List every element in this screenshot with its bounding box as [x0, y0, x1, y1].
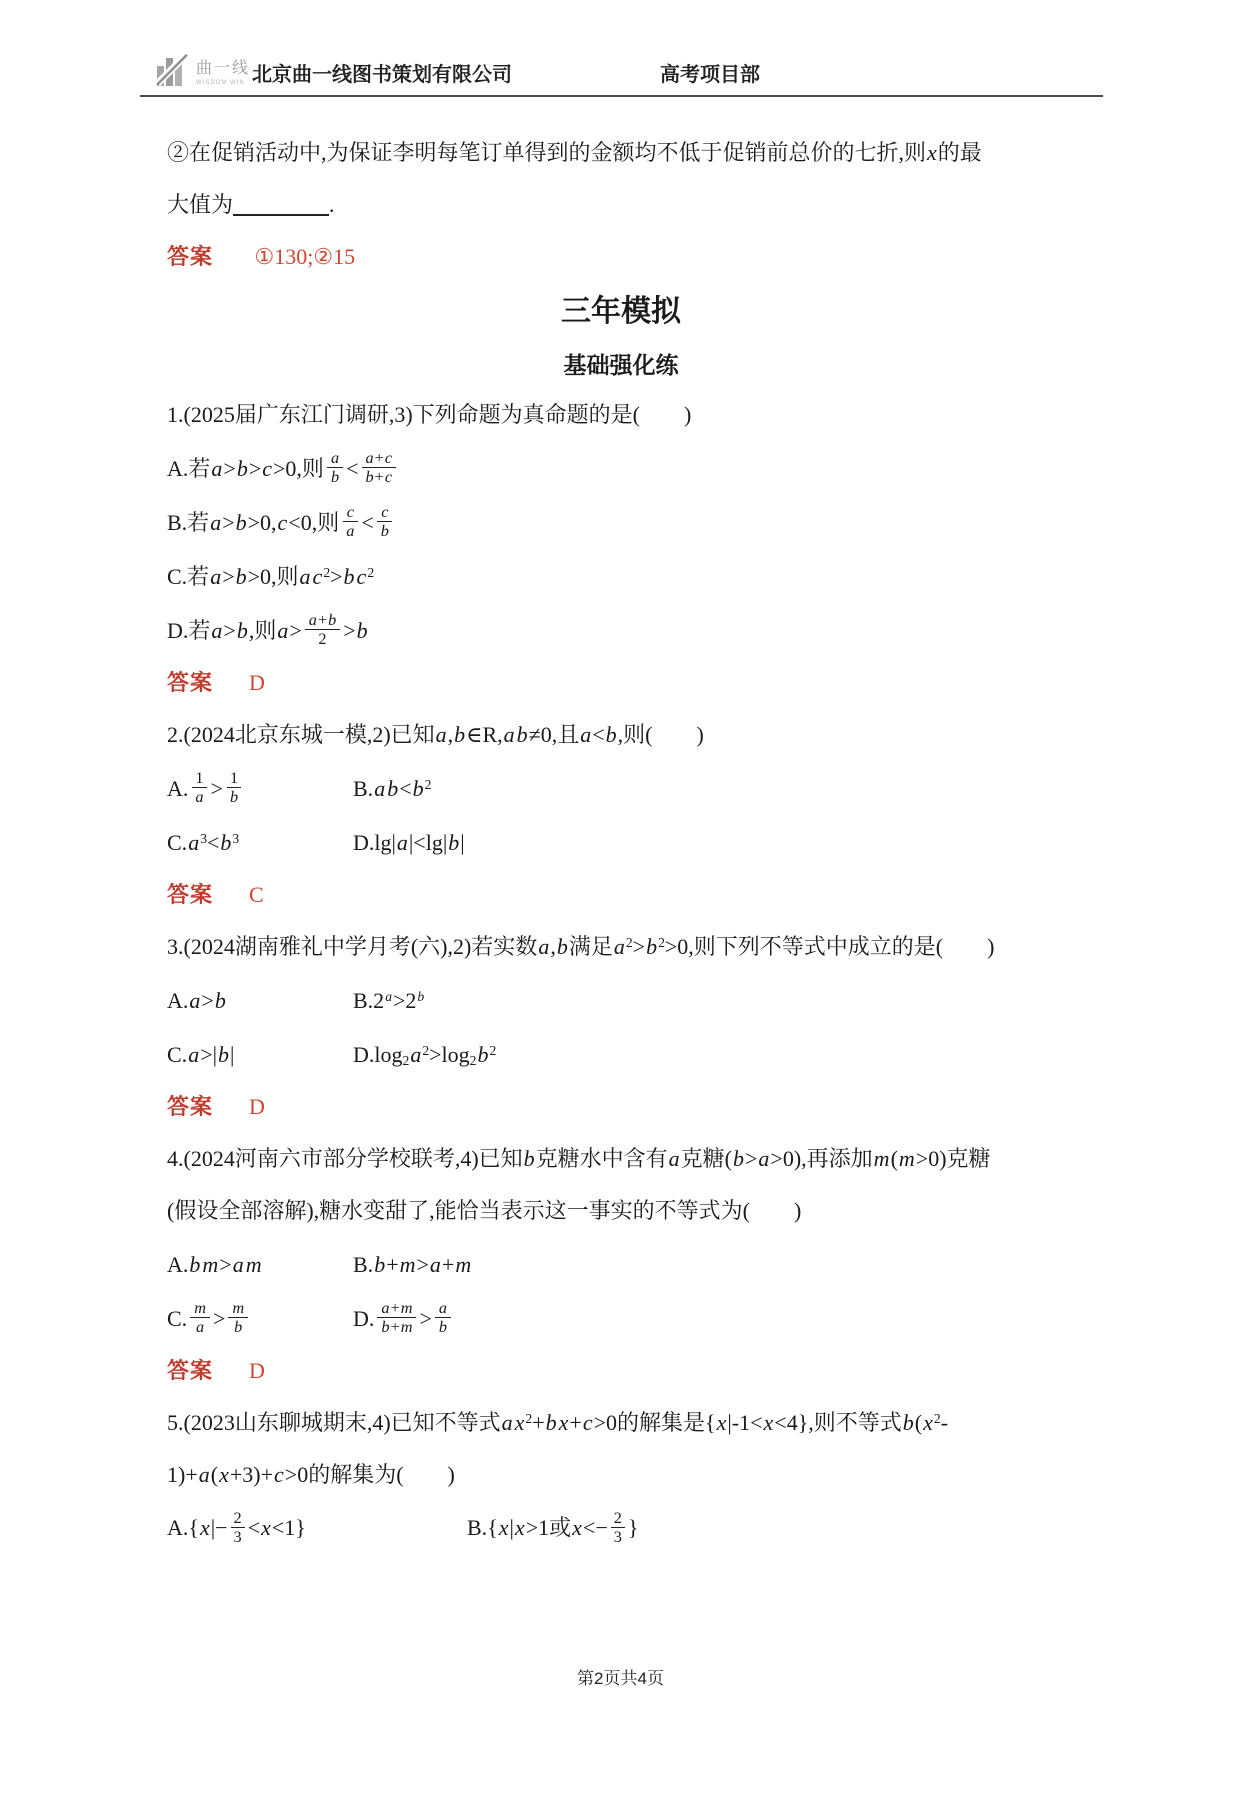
- option: D.若a>b,则a> $\frac{a+b}{2}$ >b: [167, 610, 368, 649]
- department-name: 高考项目部: [660, 64, 761, 86]
- section-subtitle: 基础强化练: [563, 352, 679, 378]
- logo-subtext: WISDOM WIN: [196, 80, 245, 86]
- question-q3: [167, 921, 1075, 1133]
- question-stem-line-1: 5.(2023山东聊城期末,4)已知不等式$ax^2+bx+c>0$的解集是{x|-1<x<4},则不等式$b(x^2-$: [167, 1409, 949, 1435]
- option: A.若a>b>c>0,则 $\frac{a}{b}$ < $\frac{a+c}{b+c}$: [167, 443, 409, 495]
- option-row: [167, 603, 1075, 657]
- option-row: [167, 1027, 1075, 1081]
- logo-icon: [154, 52, 190, 88]
- logo-text-block: [196, 61, 250, 88]
- document-body: [167, 127, 1075, 1554]
- question-q4: [167, 1133, 1075, 1397]
- question-stem-line-1: 3.(2024湖南雅礼中学月考(六),2)若实数a,b满足$a^2>b^2>0$,则下列不等式中成立的是( ): [167, 933, 995, 959]
- option: A. $\frac{1}{a}$ > $\frac{1}{b}$: [167, 763, 353, 815]
- intro-line-2: 大值为 .: [167, 192, 335, 217]
- answer-value: ①130;②15: [254, 244, 356, 269]
- option-row: [167, 1291, 1075, 1345]
- option: A.a>b: [167, 987, 226, 1013]
- answer-row: [167, 657, 1075, 709]
- question-stem-line-1: 4.(2024河南六市部分学校联考,4)已知b克糖水中含有a克糖(b>a>0),再添加m(m>0)克糖: [167, 1145, 991, 1171]
- question-stem-line-2: (假设全部溶解),糖水变甜了,能恰当表示这一事实的不等式为( ): [167, 1197, 802, 1223]
- option: D. $\frac{a+m}{b+m}$ > $\frac{a}{b}$: [353, 1293, 539, 1345]
- option-row: [167, 1501, 1075, 1555]
- questions: [167, 389, 1075, 1554]
- section-title: 三年模拟: [561, 295, 681, 328]
- question-q1: [167, 389, 1075, 709]
- option: C.a>|b|: [167, 1041, 235, 1067]
- answer-label: 答案: [167, 1093, 214, 1119]
- option: A.bm>am: [167, 1251, 262, 1277]
- answer-value: C: [249, 881, 264, 907]
- page-number: 第2页共4页: [577, 1669, 664, 1688]
- answer-row: [167, 1081, 1075, 1133]
- question-stem-line-1: 1.(2025届广东江门调研,3)下列命题为真命题的是( ): [167, 402, 692, 427]
- option-row: [167, 441, 1075, 495]
- option: $B.ab<b^2$: [353, 775, 432, 801]
- page-header: [140, 52, 1103, 97]
- answer-value: D: [249, 1093, 265, 1119]
- option-row: [167, 815, 1075, 869]
- answer-label: 答案: [167, 669, 214, 695]
- option-row: [167, 495, 1075, 549]
- company-name: 北京曲一线图书策划有限公司: [252, 64, 513, 86]
- question-stem-line-1: 2.(2024北京东城一模,2)已知a,b∈R,ab≠0,且a<b,则( ): [167, 721, 704, 747]
- question-q5: [167, 1397, 1075, 1555]
- logo-text: 曲一线: [196, 60, 251, 77]
- intro-line-1: ②在促销活动中,为保证李明每笔订单得到的金额均不低于促销前总价的七折,则x的最: [167, 140, 982, 165]
- answer-value: D: [249, 669, 265, 695]
- question-q2: [167, 709, 1075, 921]
- option: B.{x|x>1或x<− $\frac{2}{3}$ }: [467, 1507, 639, 1546]
- answer-label: 答案: [167, 881, 214, 907]
- option-row: [167, 1237, 1075, 1291]
- answer-label: 答案: [167, 1357, 214, 1383]
- option: B.若a>b>0,c<0,则 $\frac{c}{a}$ < $\frac{c}{b}$: [167, 497, 406, 549]
- question-stem-line-2: 1)+a(x+3)+c>0的解集为( ): [167, 1461, 455, 1487]
- option: D.lg|a|<lg|b|: [353, 829, 465, 855]
- option: C.若a>b>0,则$ac^2>bc^2$: [167, 563, 375, 589]
- option: $D.\log_2a^2>\log_2b^2$: [353, 1041, 497, 1068]
- option: C. $\frac{m}{a}$ > $\frac{m}{b}$: [167, 1293, 353, 1345]
- answer-value: D: [249, 1357, 265, 1383]
- option-row: [167, 761, 1075, 815]
- intro-answer-row: [167, 231, 1075, 283]
- answer-label: 答案: [167, 244, 214, 269]
- option-row: [167, 973, 1075, 1027]
- option: $B.2^a>2^b$: [353, 987, 425, 1013]
- option-row: [167, 549, 1075, 603]
- answer-row: [167, 869, 1075, 921]
- option: B.b+m>a+m: [353, 1251, 472, 1277]
- answer-row: [167, 1345, 1075, 1397]
- option: $C.a^3<b^3$: [167, 829, 240, 855]
- logo: [154, 52, 250, 88]
- option: A.{x|− $\frac{2}{3}$ <x<1}: [167, 1507, 306, 1546]
